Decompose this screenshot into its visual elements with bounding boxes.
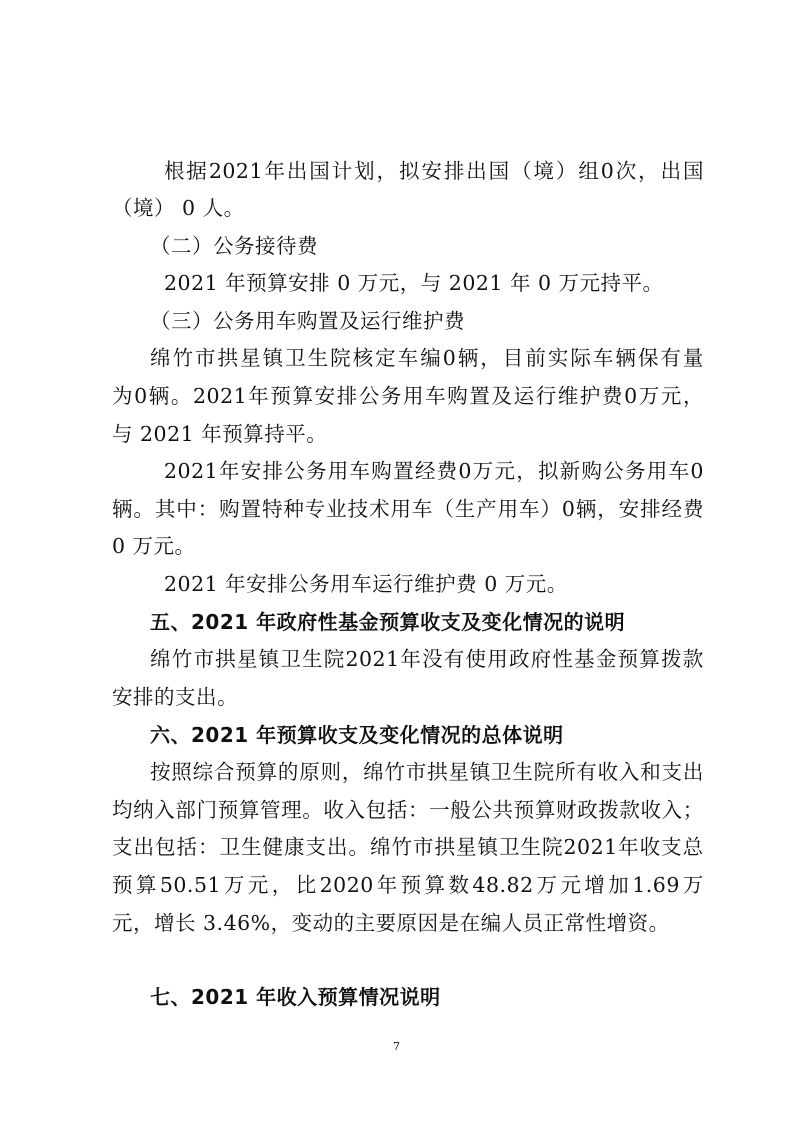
body-line: 安排的支出。 — [112, 685, 238, 709]
page-number: 7 — [393, 1040, 400, 1053]
body-line: 为 0 辆 。 2021 年 预 算 安 排 公 务 用 车 购 置 及 运 行 维 护 费 0 万 元 ， — [112, 384, 704, 408]
body-line: 2021 年 安 排 公 务 用 车 购 置 经 费 0 万 元 ， 拟 新 购 公 务 用 车 0 — [164, 459, 704, 483]
section-subheading: （二）公务接待费 — [150, 234, 318, 258]
body-line: 元，增长 3.46%，变动的主要原因是在编人员正常性增资。 — [112, 911, 670, 935]
body-line: 绵 竹 市 拱 星 镇 卫 生 院 2021 年 没 有 使 用 政 府 性 基 金 预 算 拨 款 — [150, 647, 704, 671]
section-heading: 六、2021 年预算收支及变化情况的总体说明 — [150, 723, 564, 747]
body-line: 支 出 包 括 ： 卫 生 健 康 支 出 。 绵 竹 市 拱 星 镇 卫 生 院 2021 年 收 支 总 — [112, 835, 704, 859]
body-line: 均 纳 入 部 门 预 算 管 理 。 收 入 包 括 ： 一 般 公 共 预 算 财 政 拨 款 收 入 ； — [112, 798, 704, 822]
body-line: 2021 年安排公务用车运行维护费 0 万元。 — [164, 572, 568, 596]
section-heading: 五、2021 年政府性基金预算收支及变化情况的说明 — [150, 610, 626, 634]
body-line: （境） 0 人。 — [112, 196, 245, 220]
body-line: 绵 竹 市 拱 星 镇 卫 生 院 核 定 车 编 0 辆 ， 目 前 实 际 车 辆 保 有 量 — [150, 346, 704, 370]
section-subheading: （三）公务用车购置及运行维护费 — [150, 309, 465, 333]
body-line: 与 2021 年预算持平。 — [112, 422, 328, 446]
section-heading: 七、2021 年收入预算情况说明 — [150, 985, 441, 1009]
body-line: 根 据 2021 年 出 国 计 划 ， 拟 安 排 出 国 （ 境 ） 组 0 次 ， 出 国 — [164, 159, 704, 183]
body-line: 2021 年预算安排 0 万元，与 2021 年 0 万元持平。 — [164, 271, 664, 295]
body-line: 预 算 50.51 万 元 ， 比 2020 年 预 算 数 48.82 万 元 增 加 1.69 万 — [112, 873, 704, 897]
body-line: 0 万元。 — [112, 534, 196, 558]
body-line: 辆 。 其 中 ： 购 置 特 种 专 业 技 术 用 车 （ 生 产 用 车 ） 0 辆 ， 安 排 经 费 — [112, 497, 704, 521]
body-line: 按 照 综 合 预 算 的 原 则 ， 绵 竹 市 拱 星 镇 卫 生 院 所 有 收 入 和 支 出 — [150, 760, 704, 784]
